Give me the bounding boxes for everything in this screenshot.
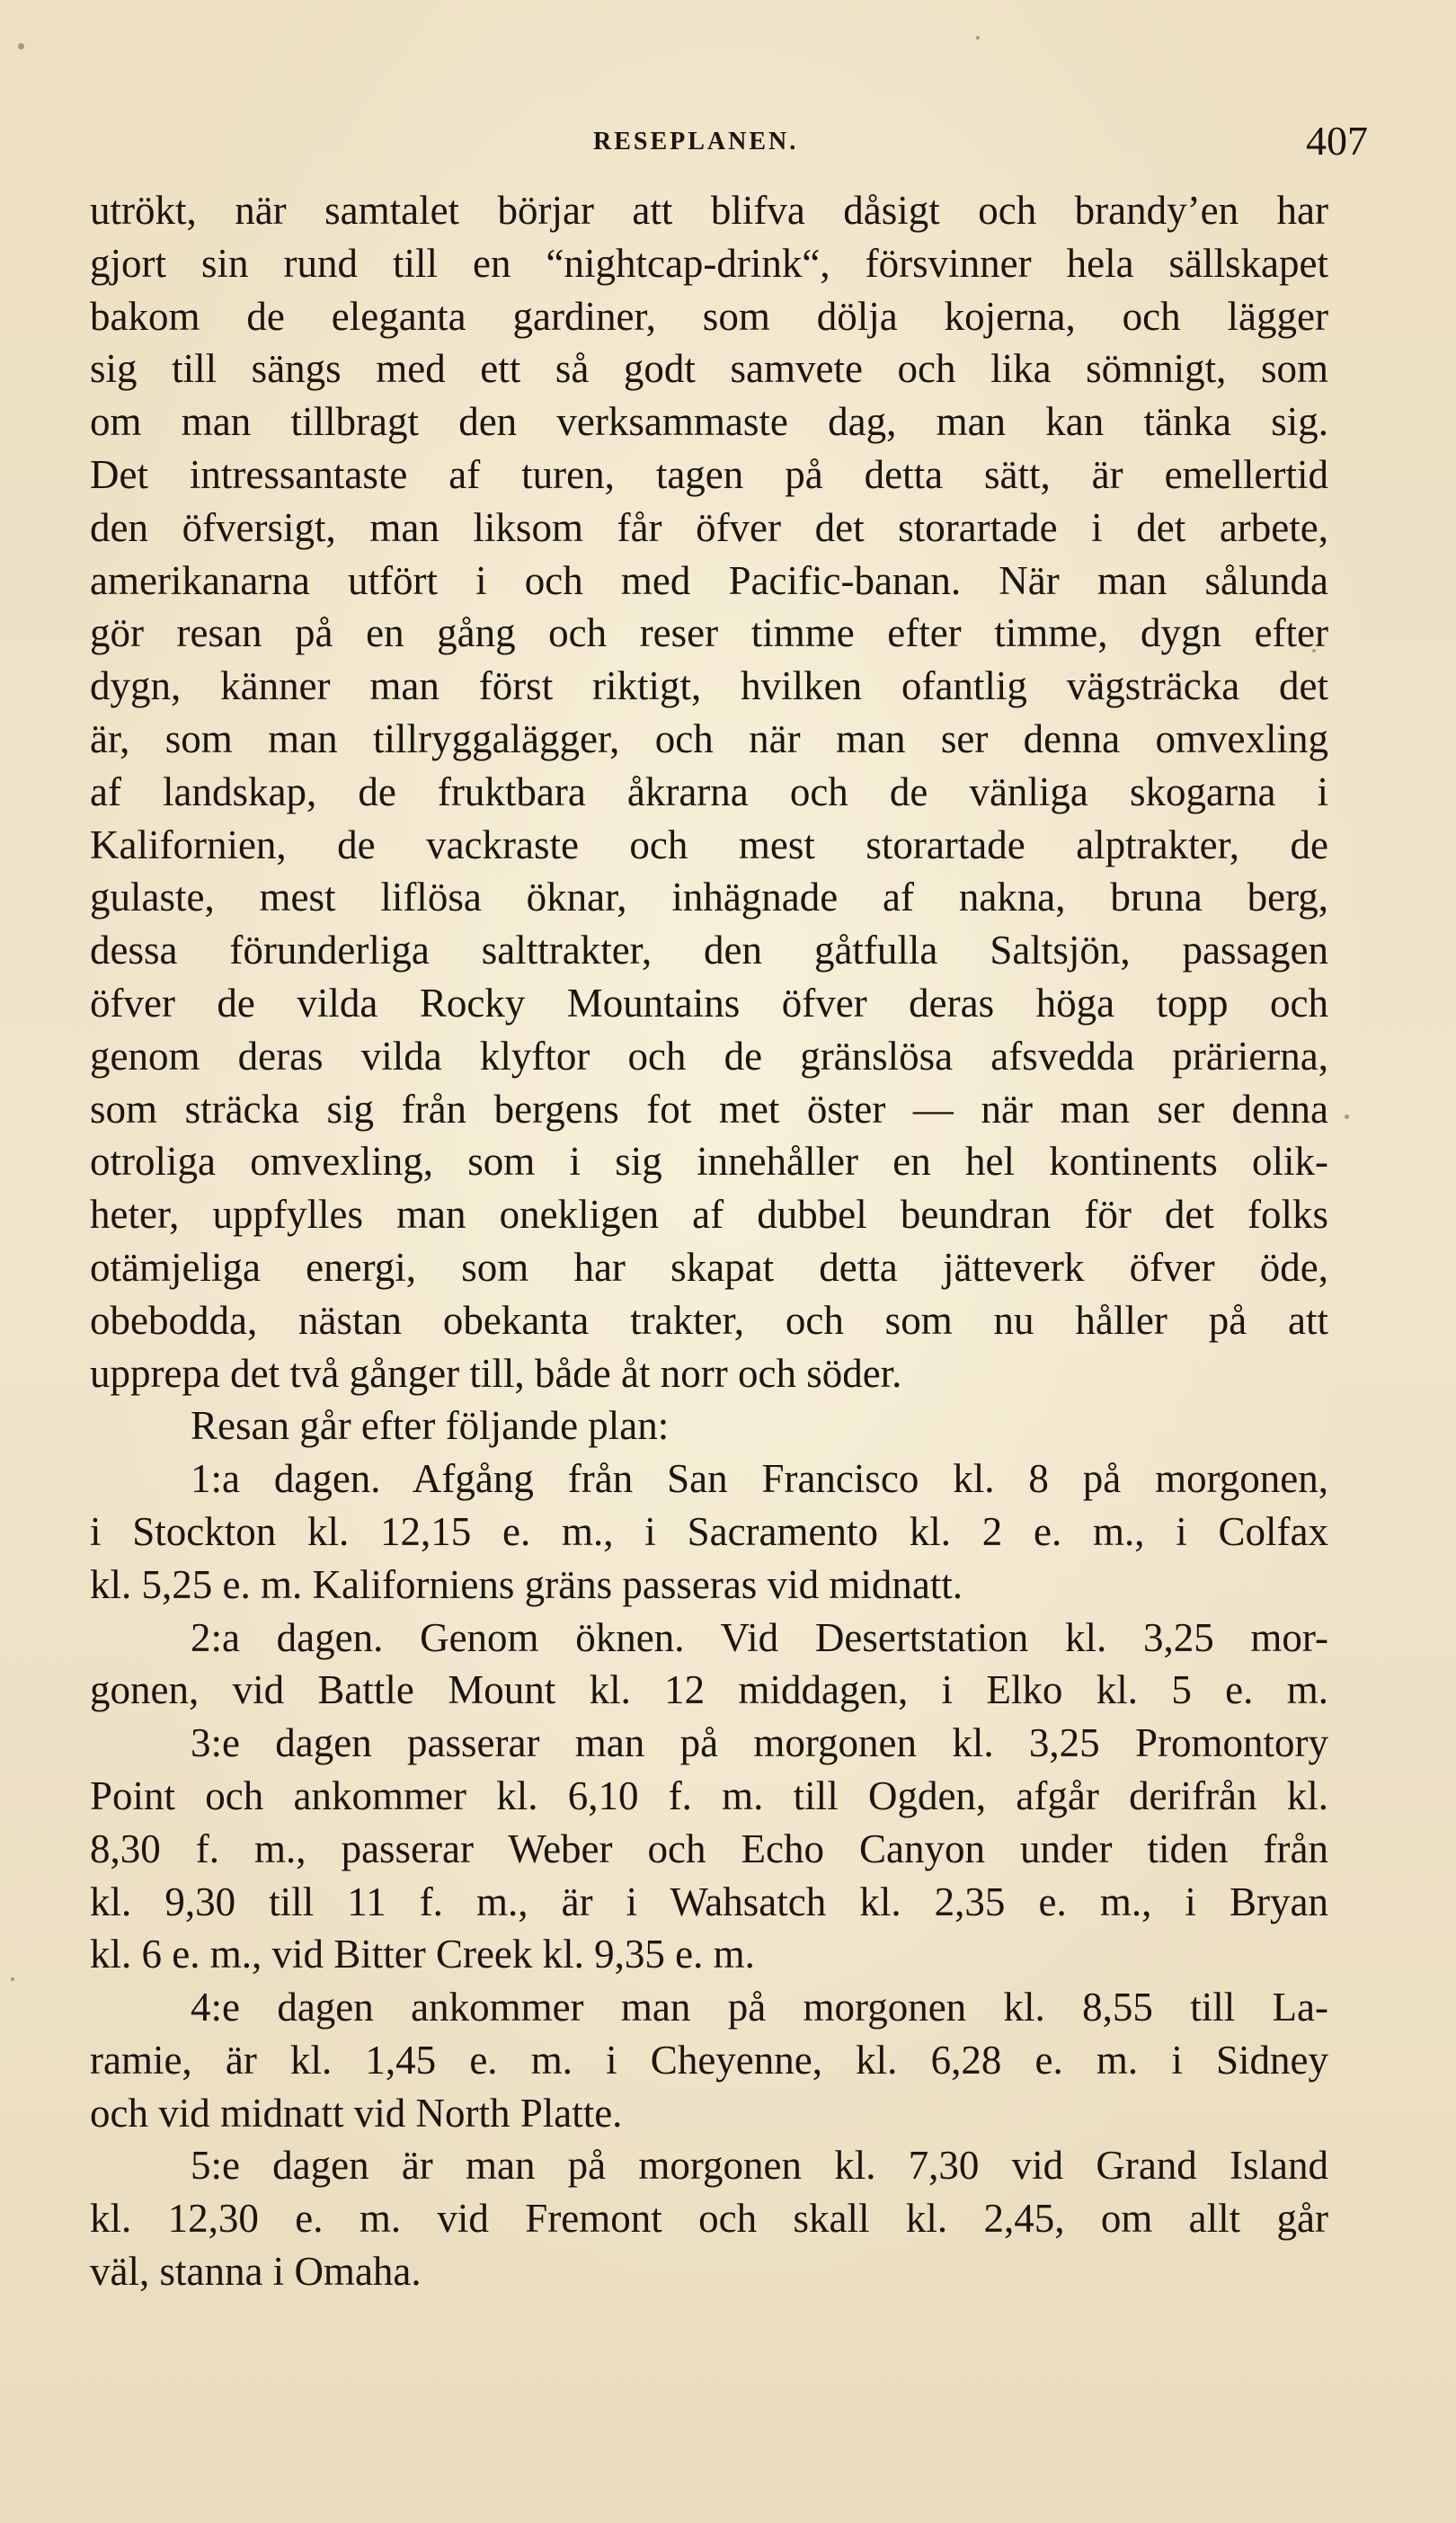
text-line: amerikanarna utfört i och med Pacific-banan. När man sålunda	[90, 557, 1328, 603]
text-line: 1:a dagen. Afgång från San Francisco kl. 8 på morgonen,	[191, 1456, 1328, 1502]
text-line: af landskap, de fruktbara åkrarna och de vänliga skogarna i	[90, 768, 1328, 814]
text-line: 2:a dagen. Genom öknen. Vid Desertstation kl. 3,25 mor-	[191, 1614, 1328, 1660]
text-line: Kalifornien, de vackraste och mest storartade alptrakter, de	[90, 822, 1328, 867]
text-line: kl. 9,30 till 11 f. m., är i Wahsatch kl. 2,35 e. m., i Bryan	[90, 1879, 1328, 1924]
body-text	[90, 184, 1328, 2298]
text-line: gulaste, mest liflösa öknar, inhägnade af nakna, bruna berg,	[90, 875, 1328, 920]
text-line: 5:e dagen är man på morgonen kl. 7,30 vid Grand Island	[191, 2143, 1328, 2189]
paper-speck	[1345, 1115, 1349, 1119]
text-line: gjort sin rund till en “nightcap-drink“, försvinner hela sällskapet	[90, 240, 1328, 286]
text-line: i Stockton kl. 12,15 e. m., i Sacramento kl. 2 e. m., i Colfax	[90, 1508, 1328, 1554]
text-line: 3:e dagen passerar man på morgonen kl. 3,25 Promontory	[191, 1720, 1328, 1766]
running-head	[90, 117, 1368, 162]
text-line: kl. 5,25 e. m. Kaliforniens gräns passeras vid midnatt.	[90, 1561, 963, 1607]
text-line: sig till sängs med ett så godt samvete och lika sömnigt, som	[90, 346, 1328, 392]
text-line: gonen, vid Battle Mount kl. 12 middagen, i Elko kl. 5 e. m.	[90, 1667, 1328, 1713]
text-line: Det intressantaste af turen, tagen på detta sätt, är emellertid	[90, 451, 1328, 497]
text-line: Resan går efter följande plan:	[191, 1403, 670, 1449]
text-line: otämjeliga energi, som har skapat detta jätteverk öfver öde,	[90, 1244, 1328, 1290]
text-line: dessa förunderliga salttrakter, den gåtfulla Saltsjön, passagen	[90, 928, 1328, 973]
text-line: genom deras vilda klyftor och de gränslösa afsvedda prärierna,	[90, 1033, 1328, 1079]
page-number: 407	[1306, 118, 1368, 164]
text-line: 8,30 f. m., passerar Weber och Echo Canyon under tiden från	[90, 1826, 1328, 1871]
paper-speck	[976, 36, 980, 40]
text-line: utrökt, när samtalet börjar att blifva dåsigt och brandy’en har	[90, 188, 1328, 233]
text-line: obebodda, nästan obekanta trakter, och som nu håller på att	[90, 1297, 1328, 1343]
text-line: väl, stanna i Omaha.	[90, 2249, 422, 2295]
paper-speck	[11, 1977, 14, 1981]
text-line: ramie, är kl. 1,45 e. m. i Cheyenne, kl. 6,28 e. m. i Sidney	[90, 2037, 1328, 2083]
text-line: som sträcka sig från bergens fot met öster — när man ser denna	[90, 1086, 1328, 1132]
text-line: 4:e dagen ankommer man på morgonen kl. 8,55 till La-	[191, 1985, 1328, 2030]
text-line: otroliga omvexling, som i sig innehåller en hel kontinents olik-	[90, 1139, 1328, 1185]
text-line: kl. 12,30 e. m. vid Fremont och skall kl. 2,45, om allt går	[90, 2196, 1328, 2242]
text-line: öfver de vilda Rocky Mountains öfver deras höga topp och	[90, 980, 1328, 1026]
text-line: bakom de eleganta gardiner, som dölja kojerna, och lägger	[90, 293, 1328, 339]
text-line: heter, uppfylles man onekligen af dubbel beundran för det folks	[90, 1192, 1328, 1238]
text-line: gör resan på en gång och reser timme efter timme, dygn efter	[90, 610, 1328, 656]
text-line: och vid midnatt vid North Platte.	[90, 2090, 623, 2136]
text-line: är, som man tillryggalägger, och när man ser denna omvexling	[90, 715, 1328, 761]
text-line: Point och ankommer kl. 6,10 f. m. till Ogden, afgår derifrån kl.	[90, 1772, 1328, 1818]
text-line: om man tillbragt den verksammaste dag, man kan tänka sig.	[90, 399, 1328, 445]
text-line: den öfversigt, man liksom får öfver det storartade i det arbete,	[90, 504, 1328, 550]
running-title: RESEPLANEN.	[593, 128, 799, 155]
text-line: upprepa det två gånger till, både åt norr och söder.	[90, 1350, 902, 1396]
text-line: dygn, känner man först riktigt, hvilken ofantlig vägsträcka det	[90, 663, 1328, 709]
paper-speck	[18, 43, 24, 49]
text-line: kl. 6 e. m., vid Bitter Creek kl. 9,35 e. m.	[90, 1932, 755, 1977]
